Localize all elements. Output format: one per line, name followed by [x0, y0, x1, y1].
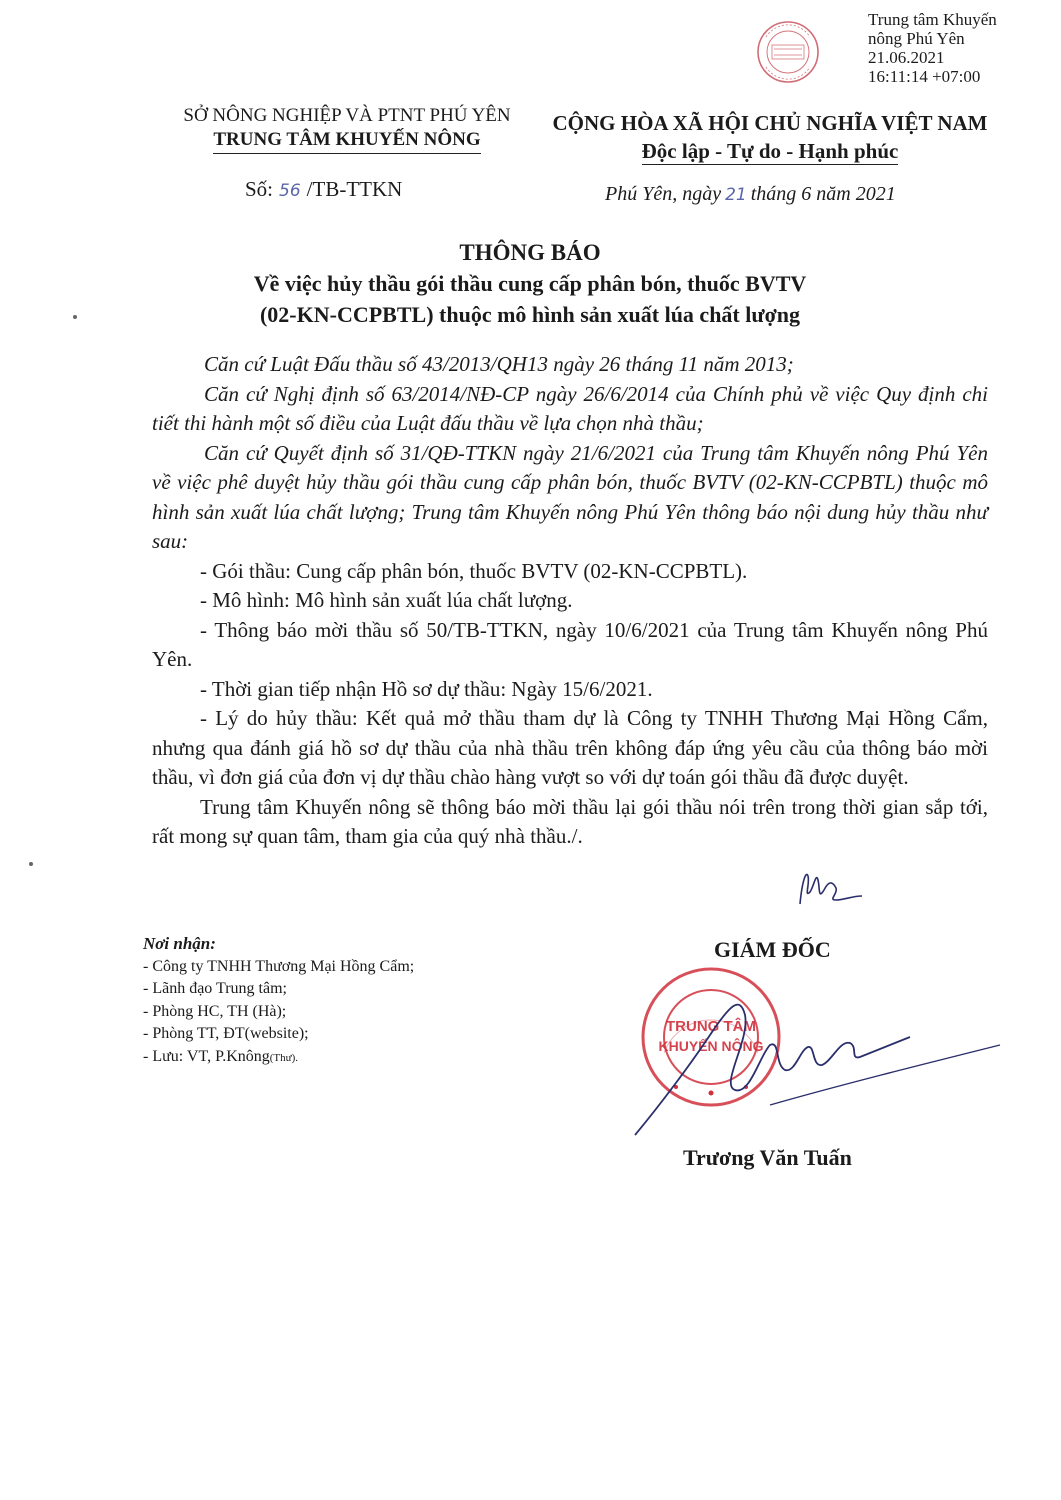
title-line-1: THÔNG BÁO: [459, 240, 601, 265]
document-number: [245, 177, 402, 202]
parent-department: SỞ NÔNG NGHIỆP VÀ PTNT PHÚ YÊN: [183, 105, 511, 126]
package-item: - Gói thầu: Cung cấp phân bón, thuốc BVTV (02-KN-CCPBTL).: [200, 558, 748, 583]
doc-number-label: Số:: [245, 177, 274, 201]
nation-name: CỘNG HÒA XÃ HỘI CHỦ NGHĨA VIỆT NAM: [552, 111, 988, 135]
closing-paragraph: Trung tâm Khuyến nông sẽ thông báo mời thầu lại gói thầu nói trên trong thời gian sắp tới, rất mong sự quan tâm, tham gia của quý nhà thầu./.: [152, 794, 988, 848]
legal-basis-3: Căn cứ Quyết định số 31/QĐ-TTKN ngày 21/6/2021 của Trung tâm Khuyến nông Phú Yên về việc phê duyệt hủy thầu gói thầu cung cấp phân bón, thuốc BVTV (02-KN-CCPBTL) thuộc mô hình sản xuất lúa chất lượng; Trung tâm Khuyến nông Phú Yên thông báo nội dung hủy thầu như sau:: [152, 440, 988, 553]
recipient-item: [143, 1046, 414, 1070]
signer-title: GIÁM ĐỐC: [714, 937, 831, 962]
cancel-reason-item: - Lý do hủy thầu: Kết quả mở thầu tham dự là Công ty TNHH Thương Mại Hồng Cẩm, nhưng qua đánh giá hồ sơ dự thầu của nhà thầu trên không đáp ứng yêu cầu của thông báo mời thầu, vì đơn giá của đơn vị dự thầu chào hàng vượt so với dự toán gói thầu đã được duyệt.: [152, 706, 988, 789]
doc-number-suffix: /TB-TTKN: [306, 177, 403, 201]
national-heading: [540, 109, 1000, 165]
date-day-handwritten: 21: [725, 185, 747, 205]
seal-line-2: KHUYẾN NÔNG: [658, 1038, 764, 1054]
issuing-agency: [150, 104, 544, 154]
document-date: [605, 183, 896, 206]
legal-basis-2: Căn cứ Nghị định số 63/2014/NĐ-CP ngày 26/6/2014 của Chính phủ về việc Quy định chi tiết thi hành một số điều của Luật đấu thầu về lựa chọn nhà thầu;: [152, 381, 988, 435]
document-title: [100, 238, 960, 330]
title-line-2: Về việc hủy thầu gói thầu cung cấp phân bón, thuốc BVTV: [253, 271, 807, 296]
initials-signature: [780, 862, 870, 910]
national-motto: Độc lập - Tự do - Hạnh phúc: [641, 139, 899, 163]
recipients-label: Nơi nhận:: [143, 934, 216, 953]
recipients-block: [143, 933, 414, 1069]
digital-signature-text: Trung tâm Khuyến nông Phú Yên 21.06.2021 16:11:14 +07:00: [868, 10, 997, 86]
receipt-time-item: - Thời gian tiếp nhận Hồ sơ dự thầu: Ngày 15/6/2021.: [200, 676, 653, 701]
scan-speck: [29, 862, 33, 866]
recipient-archive-suffix: (Thư).: [269, 1051, 299, 1064]
recipient-item: - Phòng HC, TH (Hà);: [143, 1002, 287, 1020]
scan-speck: [73, 315, 77, 319]
title-line-3: (02-KN-CCPBTL) thuộc mô hình sản xuất lúa chất lượng: [259, 302, 800, 327]
invitation-item: - Thông báo mời thầu số 50/TB-TTKN, ngày 10/6/2021 của Trung tâm Khuyến nông Phú Yên.: [152, 617, 988, 671]
recipient-item: - Lãnh đạo Trung tâm;: [143, 980, 287, 997]
date-suffix: tháng 6 năm 2021: [750, 183, 896, 205]
recipient-item: - Công ty TNHH Thương Mại Hồng Cẩm;: [143, 957, 415, 975]
agency-name: TRUNG TÂM KHUYẾN NÔNG: [213, 128, 480, 154]
recipient-item: - Phòng TT, ĐT(website);: [143, 1025, 309, 1042]
date-prefix: Phú Yên, ngày: [605, 183, 722, 205]
digital-signature-stamp: [752, 12, 860, 92]
model-item: - Mô hình: Mô hình sản xuất lúa chất lượng.: [200, 588, 573, 612]
legal-basis-1: Căn cứ Luật Đấu thầu số 43/2013/QH13 ngày 26 tháng 11 năm 2013;: [204, 352, 794, 376]
doc-number-handwritten: 56: [279, 181, 301, 201]
signer-name: Trương Văn Tuấn: [683, 1145, 852, 1170]
recipient-archive: - Lưu: VT, P.Knông: [143, 1047, 270, 1065]
document-body: [152, 350, 988, 852]
seal-line-1: TRUNG TÂM: [666, 1018, 756, 1035]
handwritten-signature: [620, 985, 1020, 1145]
